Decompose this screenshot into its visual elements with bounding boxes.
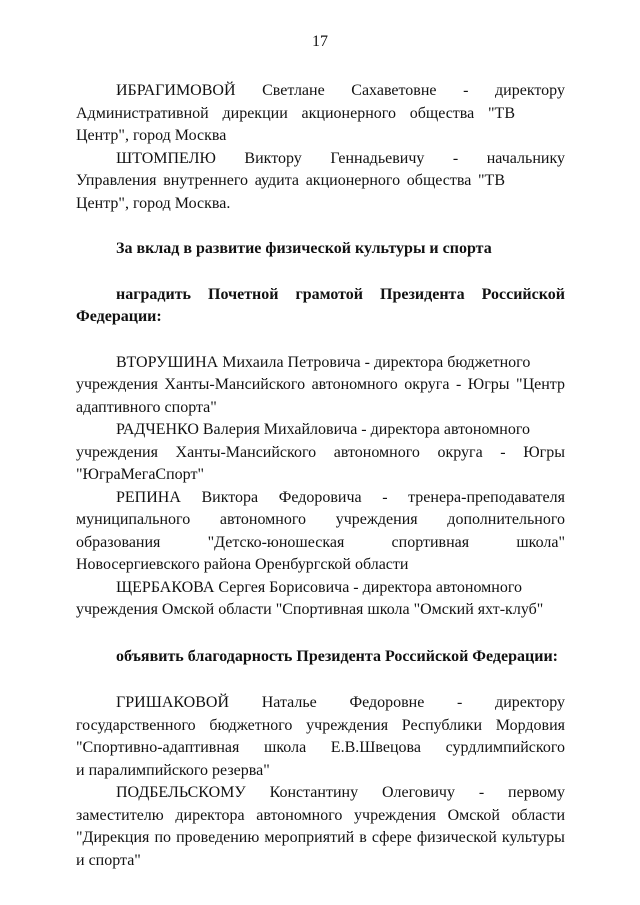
- award-entry-shtompelyu: [76, 148, 565, 216]
- entry-rest: Управления внутреннего аудита акционерного общества "ТВ Центр", город Москва.: [76, 172, 505, 212]
- page-number: 17: [312, 33, 328, 50]
- award-entry-podbelsky: ПОДБЕЛЬСКОМУ Константину Олеговичу - первому заместителю директора автономного учреждения Омской области "Дирекция по проведению мероприятий в сфере физической культуры и спорта": [76, 784, 565, 869]
- entry-rest: Административной дирекции акционерного общества "ТВ Центр", город Москва: [76, 104, 515, 144]
- document-body: [76, 80, 565, 872]
- section-heading: За вклад в развитие физической культуры и спорта: [116, 240, 492, 257]
- entry-first-line: ШТОМПЕЛЮ Виктору Геннадьевичу - начальнику: [116, 149, 565, 167]
- award-entry-grishakova: ГРИШАКОВОЙ Наталье Федоровне - директору государственного бюджетного учреждения Республики Мордовия "Спортивно-адаптивная школа Е.В.Швецова сурдлимпийского и паралимпийского резерва": [76, 694, 565, 779]
- award-heading-gramota: наградить Почетной грамотой Президента Российской Федерации:: [76, 285, 565, 325]
- award-entry-ibragimova: [76, 80, 565, 148]
- award-entry-vtorushin: ВТОРУШИНА Михаила Петровича - директора бюджетного учреждения Ханты-Мансийского автономного округа - Югры "Центр адаптивного спорта": [76, 353, 565, 416]
- award-entry-radchenko: РАДЧЕНКО Валерия Михайловича - директора автономного учреждения Ханты-Мансийского автономного округа - Югры "ЮграМегаСпорт": [76, 421, 565, 483]
- award-entry-repin: РЕПИНА Виктора Федоровича - тренера-преподавателя муниципального автономного учреждения дополнительного образования "Детско-юношеская спортивная школа" Новосергиевского района Оренбургской области: [76, 488, 565, 573]
- entry-first-line: ИБРАГИМОВОЙ Светлане Сахаветовне - директору: [116, 82, 565, 99]
- award-entry-shcherbakov: ЩЕРБАКОВА Сергея Борисовича - директора автономного учреждения Омской области "Спортивная школа "Омский яхт-клуб": [76, 578, 544, 618]
- award-heading-blagodarnost: объявить благодарность Президента Российской Федерации:: [116, 647, 558, 665]
